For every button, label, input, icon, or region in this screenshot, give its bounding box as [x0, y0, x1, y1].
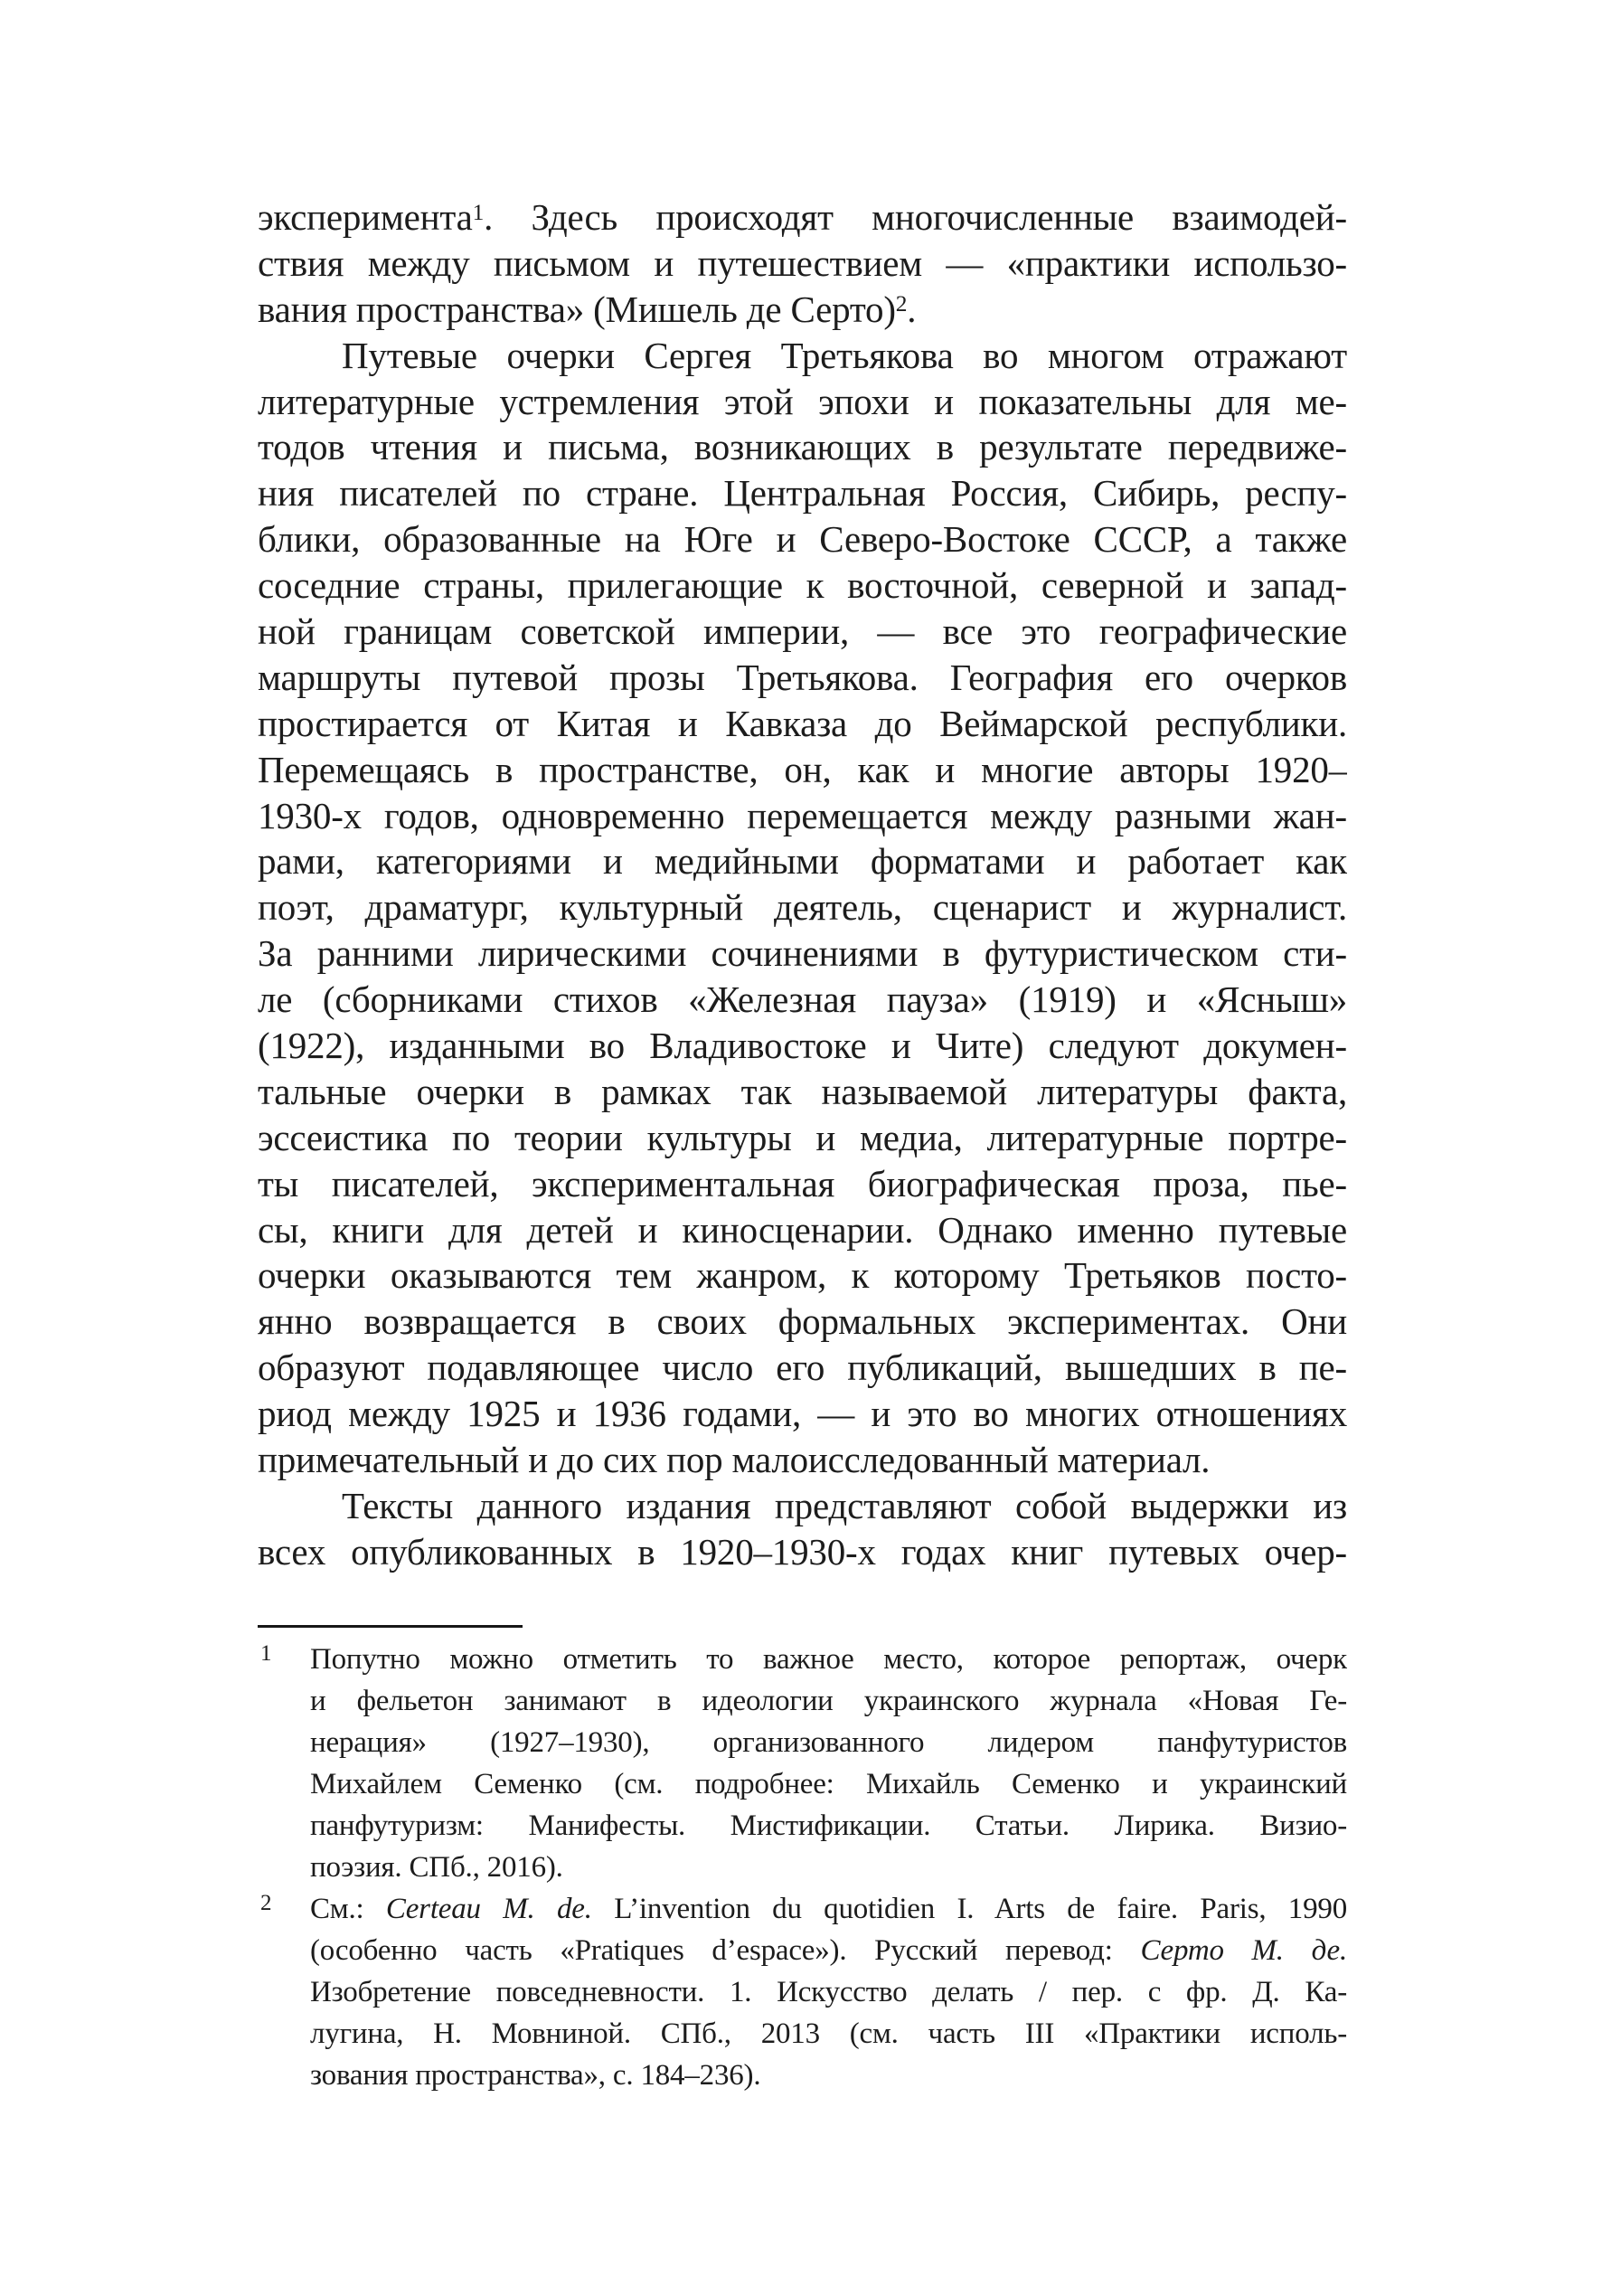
text-line: (особенно часть «Pratiques d’espace»). Русский перевод: Серто М. де. — [310, 1934, 1347, 1967]
text-line: риод между 1925 и 1936 годами, — и это во многих отношениях — [258, 1393, 1347, 1435]
text-line: ле (сборниками стихов «Железная пауза» (1919) и «Ясныш» — [258, 978, 1347, 1021]
text-line: соседние страны, прилегающие к восточной, северной и запад- — [258, 564, 1347, 607]
text-line: ной границам советской империи, — все это географические — [258, 610, 1347, 653]
text-line: янно возвращается в своих формальных экспериментах. Они — [258, 1300, 1347, 1343]
text-line: Михайлем Семенко (см. подробнее: Михайль Семенко и украинский — [310, 1768, 1347, 1800]
text-line: зования пространства», с. 184–236). — [310, 2059, 761, 2092]
text-line: панфутуризм: Манифесты. Мистификации. Статьи. Лирика. Визио- — [310, 1809, 1347, 1842]
footnote-reference: 1 — [472, 199, 485, 225]
footnotes-section — [258, 1639, 1347, 2096]
text-line: вания пространства» (Мишель де Серто)$^2$. — [258, 288, 917, 330]
text-line: Перемещаясь в пространстве, он, как и многие авторы 1920– — [258, 748, 1347, 790]
text-line: поэт, драматург, культурный деятель, сценарист и журналист. — [258, 886, 1347, 929]
text-line: Путевые очерки Сергея Третьякова во многом отражают — [342, 334, 1347, 376]
text-line: маршруты путевой прозы Третьякова. География его очерков — [258, 656, 1347, 698]
footnote — [258, 1888, 1347, 2096]
text-line: очерки оказываются тем жанром, к которому Третьяков посто- — [258, 1254, 1347, 1297]
text-line: (1922), изданными во Владивостоке и Чите) следуют докумен- — [258, 1025, 1347, 1067]
italic-text: Certeau M. de. — [385, 1893, 592, 1925]
paragraph — [258, 333, 1347, 1483]
italic-text: Серто М. де. — [1140, 1934, 1347, 1967]
paragraph — [258, 1483, 1347, 1575]
text-line: сы, книги для детей и киносценарии. Однако именно путевые — [258, 1208, 1347, 1251]
text-line: 1930-х годов, одновременно перемещается между разными жан- — [258, 794, 1347, 836]
text-line: и фельетон занимают в идеологии украинского журнала «Новая Ге- — [310, 1685, 1347, 1717]
footnote-marker: 2 — [260, 1891, 272, 1915]
text-line: эссеистика по теории культуры и медиа, литературные портре- — [258, 1116, 1347, 1158]
text-line: Попутно можно отметить то важное место, которое репортаж, очерк — [310, 1643, 1347, 1676]
text-line: простирается от Китая и Кавказа до Веймарской республики. — [258, 702, 1347, 744]
text-line: За ранними лирическими сочинениями в футуристическом сти- — [258, 932, 1347, 975]
footnote-separator-rule — [258, 1625, 523, 1628]
footnote — [258, 1639, 1347, 1888]
text-line: Тексты данного издания представляют собой выдержки из — [342, 1484, 1347, 1526]
text-line: нерация» (1927–1930), организованного лидером панфутуристов — [310, 1726, 1347, 1759]
text-line: образуют подавляющее число его публикаций, вышедших в пе- — [258, 1346, 1347, 1389]
footnote-reference: 2 — [895, 291, 908, 317]
text-line: эксперимента$^1$. Здесь происходят многочисленные взаимодей- — [258, 196, 1347, 238]
text-line: ния писателей по стране. Центральная Россия, Сибирь, респу- — [258, 472, 1347, 515]
paragraph — [258, 194, 1347, 333]
text-line: ты писателей, экспериментальная биографическая проза, пье- — [258, 1162, 1347, 1205]
text-line: блики, образованные на Юге и Северо-Востоке СССР, а также — [258, 518, 1347, 561]
text-line: лугина, Н. Мовниной. СПб., 2013 (см. часть III «Практики исполь- — [310, 2017, 1347, 2050]
text-line: ствия между письмом и путешествием — «практики использо- — [258, 241, 1347, 284]
text-line: литературные устремления этой эпохи и показательны для ме- — [258, 380, 1347, 422]
text-line: всех опубликованных в 1920–1930-х годах книг путевых очер- — [258, 1530, 1347, 1573]
text-line: примечательный и до сих пор малоисследованный материал. — [258, 1439, 1211, 1481]
footnote-marker: 1 — [260, 1641, 272, 1666]
text-line: тальные очерки в рамках так называемой литературы факта, — [258, 1070, 1347, 1112]
text-line: Изобретение повседневности. 1. Искусство делать / пер. с фр. Д. Ка- — [310, 1976, 1347, 2008]
text-line: поэзия. СПб., 2016). — [310, 1851, 563, 1884]
main-text — [258, 194, 1347, 1575]
text-line: тодов чтения и письма, возникающих в результате передвиже- — [258, 426, 1347, 468]
text-line: См.: Certeau M. de. L’invention du quotidien I. Arts de faire. Paris, 1990 — [310, 1893, 1347, 1925]
text-line: рами, категориями и медийными форматами и работает как — [258, 840, 1347, 883]
